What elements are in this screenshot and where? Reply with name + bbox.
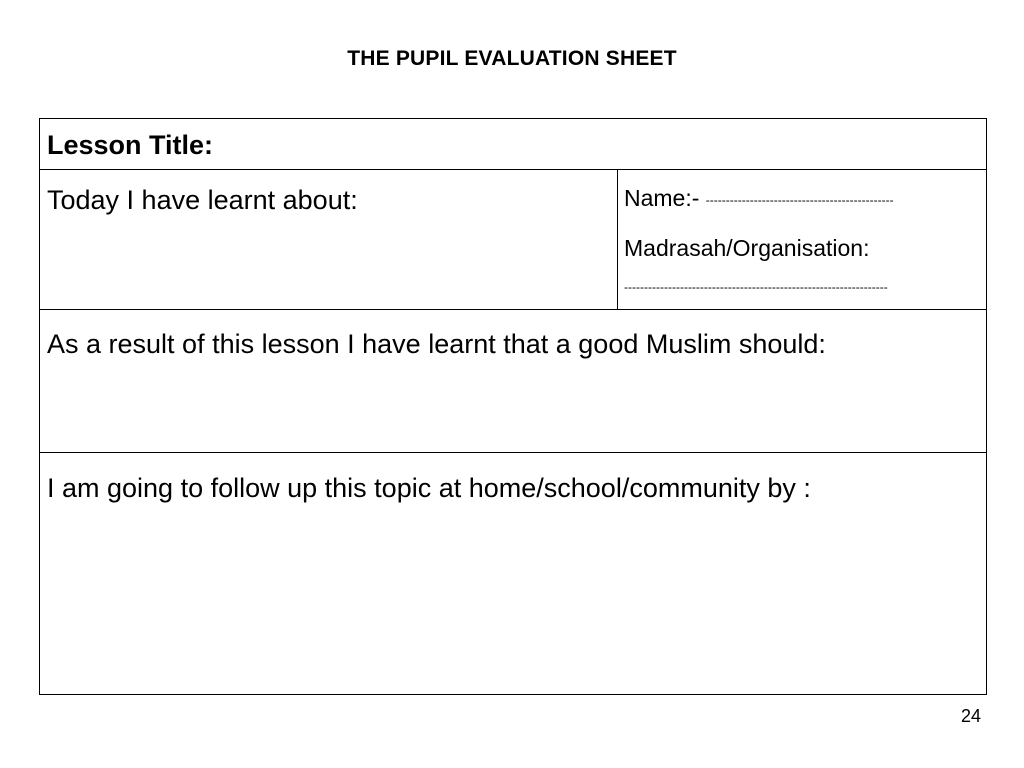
evaluation-form-table <box>39 118 987 695</box>
organisation-label: Madrasah/Organisation: <box>624 234 870 261</box>
result-label: As a result of this lesson I have learnt that a good Muslim should: <box>47 329 826 359</box>
name-organisation-cell <box>618 170 987 310</box>
follow-up-cell[interactable] <box>40 453 987 695</box>
lesson-title-row <box>40 119 987 170</box>
page-number: 24 <box>960 706 981 726</box>
lesson-title-label: Lesson Title: <box>47 130 214 160</box>
follow-up-row <box>40 453 987 695</box>
lesson-title-cell[interactable] <box>40 119 987 170</box>
result-row <box>40 310 987 453</box>
learnt-cell[interactable] <box>40 170 618 310</box>
name-line[interactable]: ----------------------------------------------- <box>705 192 894 207</box>
page-title: THE PUPIL EVALUATION SHEET <box>347 47 677 70</box>
result-cell[interactable] <box>40 310 987 453</box>
follow-up-label: I am going to follow up this topic at home/school/community by : <box>47 473 811 503</box>
name-label: Name:- <box>624 185 700 211</box>
name-field-row <box>624 184 982 214</box>
learnt-label: Today I have learnt about: <box>47 185 358 215</box>
learnt-row <box>40 170 987 310</box>
organisation-line[interactable]: ------------------------------------------------------------------ <box>624 279 888 294</box>
